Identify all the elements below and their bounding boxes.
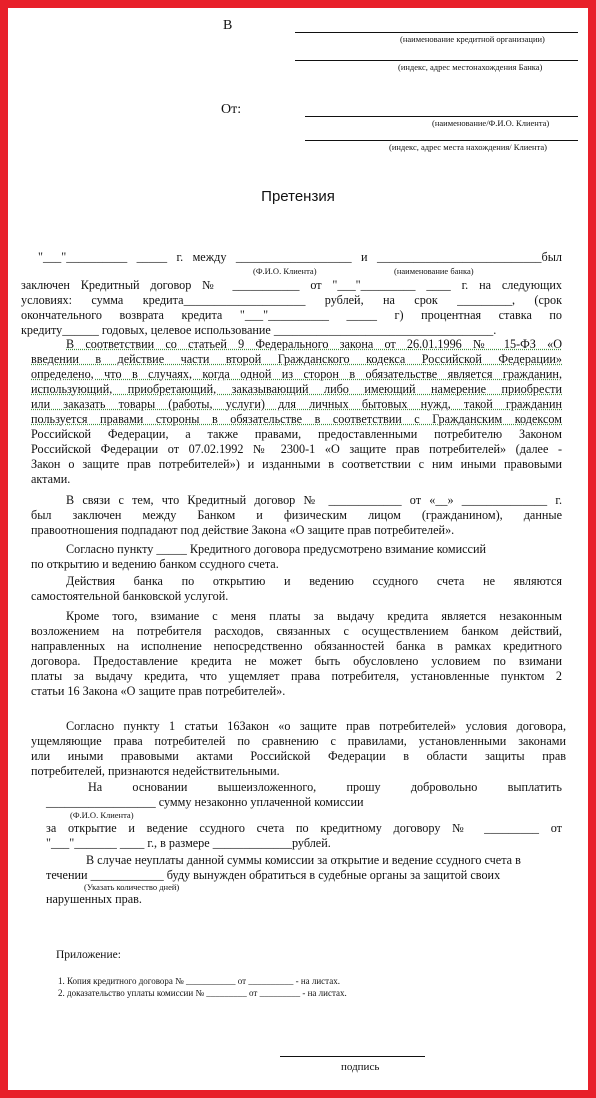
p6-line-4: потребителей, признаются недействительными. bbox=[31, 764, 280, 778]
p6-line-1: Согласно пункту 1 статьи 16Закон «о защите прав потребителей» условия договора, bbox=[66, 719, 566, 733]
p7-line-3: за открытие и ведение ссудного счета по кредитному договору № _________ от bbox=[46, 821, 562, 835]
p5-line-4: договора. Предоставление кредита не может быть обусловлено условием по взимани bbox=[31, 654, 562, 668]
p1-line-2: введении в действие части второй Гражданского кодекса Российской Федерации» bbox=[31, 352, 562, 366]
client-name-caption: (наименование/Ф.И.О. Клиента) bbox=[432, 118, 550, 128]
intro-line-2: заключен Кредитный договор № ___________ от "___"_________ ____ г. на следующих bbox=[21, 278, 562, 292]
p1-line-3: определено, что в случаях, когда одной из сторон в обязательстве является гражданин, bbox=[31, 367, 562, 381]
p5-line-5: платы за выдачу кредита, что ущемляет права потребителя, установленные пунктом 2 bbox=[31, 669, 562, 683]
signature-line bbox=[280, 1056, 425, 1057]
p2-line-2: был заключен между Банком и физическим лицом (гражданином), данные bbox=[31, 508, 562, 522]
bank-name-line bbox=[295, 32, 578, 33]
bank-address-caption: (индекс, адрес местонахождения Банка) bbox=[398, 62, 543, 72]
p8-line-1: В случае неуплаты данной суммы комиссии за открытие и ведение ссудного счета в bbox=[86, 853, 521, 867]
intro-line-4: окончательного возврата кредита "___"__________ _____ г) процентная ставка по bbox=[21, 308, 562, 322]
bank-name-caption: (наименование кредитной организации) bbox=[400, 34, 545, 44]
intro-line-5: кредиту______ годовых, целевое использование ____________________________________. bbox=[21, 323, 497, 337]
p1-line-5: или заказать товары (работы, услуги) для личных бытовых нужд, такой гражданин bbox=[31, 397, 562, 411]
signature-caption: подпись bbox=[341, 1061, 380, 1073]
p1-line-4: использующий, приобретающий, заказывающий либо имеющий намерение приобрести bbox=[31, 382, 562, 396]
attachment-item-2: 2. доказательство уплаты комиссии № _________ от _________ - на листах. bbox=[58, 988, 347, 998]
p1-line-10: актами. bbox=[31, 472, 71, 486]
p8-line-2: течении ____________ буду вынужден обратиться в судебные органы за защитой своих bbox=[46, 868, 501, 882]
to-label: В bbox=[223, 18, 233, 33]
client-name-line bbox=[305, 116, 578, 117]
intro-line-1: "___"__________ _____ г. между ___________________ и ___________________________был bbox=[38, 250, 562, 264]
p2-line-3: правоотношения подпадают под действие Закона «О защите прав потребителей». bbox=[31, 523, 455, 537]
intro-line-3: условиях: сумма кредита____________________ рублей, на срок _________, (срок bbox=[21, 293, 562, 307]
p6-line-2: ущемляющие права потребителей по сравнению с правилами, установленными законами bbox=[31, 734, 566, 748]
claim-document bbox=[8, 8, 588, 1090]
attachments-heading: Приложение: bbox=[56, 949, 121, 961]
bank-address-line bbox=[295, 60, 578, 61]
p3-line-2: по открытию и ведению банком ссудного счета. bbox=[31, 557, 279, 571]
p4-line-1: Действия банка по открытию и ведению ссудного счета не являются bbox=[66, 574, 562, 588]
p1-line-8: Российской Федерации от 07.02.1992 № 2300-1 «О защите прав потребителей» (далее - bbox=[31, 442, 562, 456]
p8-days-caption: (Указать количество дней) bbox=[84, 882, 180, 892]
attachment-item-1: 1. Копия кредитного договора № ___________ от __________ - на листах. bbox=[58, 976, 340, 986]
client-address-line bbox=[305, 140, 578, 141]
p4-line-2: самостоятельной банковской услугой. bbox=[31, 589, 229, 603]
document-title: Претензия bbox=[261, 188, 335, 205]
p2-line-1: В связи с тем, что Кредитный договор № ____________ от «__» ______________ г. bbox=[66, 493, 562, 507]
bank-name-small-caption: (наименование банка) bbox=[394, 266, 474, 276]
p5-line-2: возложением на потребителя расходов, связанных с осуществлением банком действий, bbox=[31, 624, 562, 638]
p1-line-1: В соответствии со статьей 9 Федерального закона от 26.01.1996 № 15-ФЗ «О bbox=[66, 337, 562, 351]
client-address-caption: (индекс, адрес места нахождения/ Клиента) bbox=[389, 142, 548, 152]
p8-line-3: нарушенных прав. bbox=[46, 892, 142, 906]
p5-line-3: направленных на исполнение непосредственно обязанностей банка в рамках кредитного bbox=[31, 639, 562, 653]
p1-line-9: Закон о защите прав потребителей») и изданными в соответствии с ним иными правовыми bbox=[31, 457, 562, 471]
p1-line-7: Российской Федерации, а также правами, предоставленными потребителю Законом bbox=[31, 427, 562, 441]
p7-client-caption: (Ф.И.О. Клиента) bbox=[70, 810, 134, 820]
p3-line-1: Согласно пункту _____ Кредитного договора предусмотрено взимание комиссий bbox=[66, 542, 487, 556]
p6-line-3: или иными правовыми актами Российской Федерации в области защиты прав bbox=[31, 749, 566, 763]
p1-line-6: пользуется правами стороны в обязательстве в соответствии с Гражданским кодексом bbox=[31, 412, 562, 426]
p5-line-1: Кроме того, взимание с меня платы за выдачу кредита является незаконным bbox=[66, 609, 562, 623]
from-label: От: bbox=[221, 102, 242, 117]
p7-line-4: "___"_______ ____ г., в размере _____________рублей. bbox=[46, 836, 331, 850]
p5-line-6: статьи 16 Закона «О защите прав потребителей». bbox=[31, 684, 286, 698]
p7-line-2: __________________ сумму незаконно уплаченной комиссии bbox=[46, 795, 364, 809]
p7-line-1: На основании вышеизложенного, прошу добровольно выплатить bbox=[88, 780, 562, 794]
client-fio-caption: (Ф.И.О. Клиента) bbox=[253, 266, 317, 276]
